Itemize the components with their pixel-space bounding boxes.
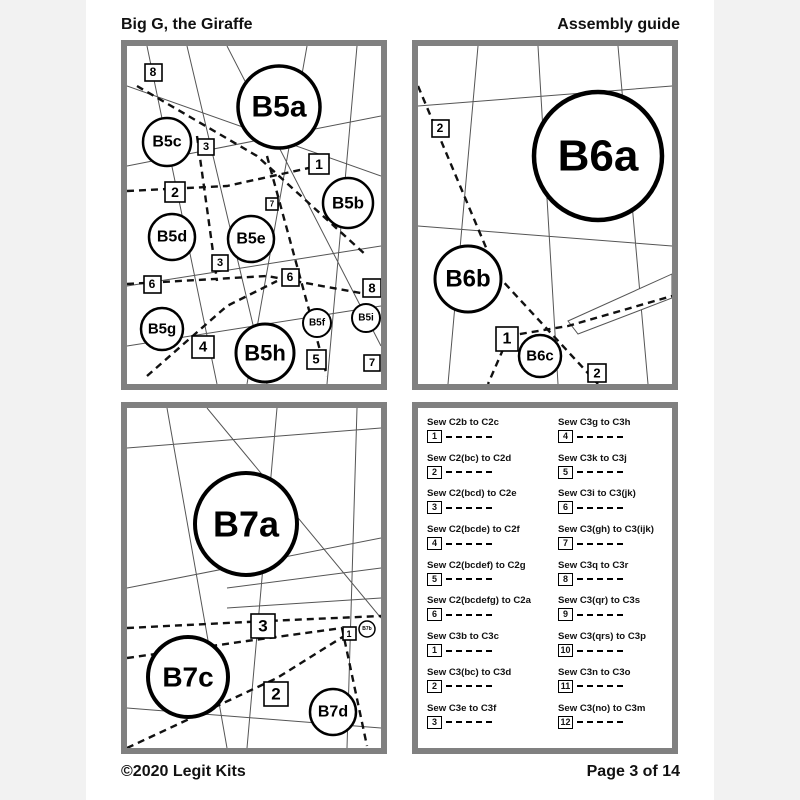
step-title: Sew C3(no) to C3m [558,702,646,714]
step-number-box: 9 [558,608,573,621]
dashed-seam-line [446,436,492,438]
dashed-seam-line [446,578,492,580]
b5-step-5 [307,350,326,369]
b5-step-3b [212,255,228,271]
piece-b5h [236,324,294,382]
piece-b5b [323,178,373,228]
piece-b5g [141,308,183,350]
step-number-box: 6 [427,608,442,621]
b7-step-3 [251,614,275,638]
svg-text:3: 3 [216,257,224,269]
piece-b5d [149,214,195,260]
instruction-step [558,630,683,666]
instruction-step [427,487,552,523]
dashed-seam-line [577,471,623,473]
svg-text:1: 1 [502,330,512,348]
instruction-step [427,452,552,488]
svg-text:2: 2 [593,365,601,381]
step-number-box: 3 [427,716,442,729]
dashed-seam-line [446,471,492,473]
b5-step-8a [145,64,162,81]
svg-text:B6a: B6a [557,131,639,181]
b5-step-8b [363,279,381,297]
instruction-step [558,702,683,738]
step-number-box: 3 [427,501,442,514]
step-title: Sew C3g to C3h [558,417,631,428]
step-title: Sew C3k to C3j [558,452,627,464]
page-subtitle: Assembly guide [557,16,680,33]
instructions-left-column [427,416,552,737]
panel-b5 [121,40,387,390]
piece-b7d [310,689,356,735]
piece-b6a [534,92,662,220]
dashed-seam-line [577,721,623,723]
svg-text:B5f: B5f [308,317,326,329]
svg-text:6: 6 [286,270,294,284]
step-number-box: 4 [558,430,573,443]
panel-b6 [412,40,678,390]
footer-copyright: ©2020 Legit Kits [121,763,246,780]
step-number-box: 7 [558,537,573,550]
svg-text:B5d: B5d [156,228,188,246]
svg-text:B7a: B7a [212,503,280,545]
b5-step-4 [192,336,214,358]
svg-text:B7d: B7d [317,703,349,721]
instruction-step [558,666,683,702]
instruction-step [558,416,683,452]
b7-step-2 [264,682,288,706]
dashed-seam-line [577,543,623,545]
svg-text:B5e: B5e [236,230,266,248]
b5-step-3a [198,139,214,155]
piece-b6b [435,246,501,312]
step-number-box: 4 [427,537,442,550]
instruction-step [558,487,683,523]
step-number-box: 1 [427,430,442,443]
piece-b7b [359,621,375,637]
svg-text:1: 1 [315,156,323,172]
panel-b7 [121,402,387,754]
b5-step-1 [309,154,329,174]
b5-step-7a [266,198,278,210]
svg-text:4: 4 [198,338,208,356]
piece-b5e [228,216,274,262]
step-title: Sew C3b to C3c [427,631,499,643]
instruction-step [558,523,683,559]
step-title: Sew C2(bcde) to C2f [427,524,520,536]
step-number-box: 8 [558,573,573,586]
dashed-seam-line [577,614,623,616]
b6-step-2a [432,120,449,137]
svg-text:6: 6 [148,277,156,291]
svg-text:2: 2 [436,121,444,135]
piece-b7a [195,473,297,575]
step-title: Sew C3(qr) to C3s [558,595,641,607]
step-title: Sew C3e to C3f [427,702,497,714]
dashed-seam-line [446,543,492,545]
instruction-step [427,559,552,595]
dashed-seam-line [577,507,623,509]
svg-text:3: 3 [202,141,210,153]
dashed-seam-line [577,578,623,580]
instruction-step [427,630,552,666]
instruction-step [427,702,552,738]
svg-text:8: 8 [368,280,376,296]
step-title: Sew C3q to C3r [558,559,629,571]
step-title: Sew C2(bc) to C2d [427,452,512,464]
step-number-box: 6 [558,501,573,514]
step-number-box: 2 [427,680,442,693]
instruction-step [558,452,683,488]
dashed-seam-line [446,685,492,687]
svg-text:2: 2 [271,684,281,704]
piece-b5i [352,304,380,332]
svg-text:B5h: B5h [244,340,286,366]
instruction-step [427,523,552,559]
step-title: Sew C3n to C3o [558,666,631,678]
step-number-box: 10 [558,644,573,657]
step-number-box: 1 [427,644,442,657]
dashed-seam-line [577,436,623,438]
b5-step-2 [165,182,185,202]
dashed-seam-line [577,650,623,652]
dashed-seam-line [446,721,492,723]
b6-step-2b [588,364,606,382]
step-number-box: 12 [558,716,573,729]
svg-text:3: 3 [258,616,268,636]
step-number-box: 11 [558,680,573,693]
instruction-step [427,666,552,702]
svg-text:B5a: B5a [251,90,307,124]
instruction-step [427,594,552,630]
piece-b5a [238,66,320,148]
svg-text:5: 5 [312,351,320,367]
assembly-instructions-panel [412,402,678,754]
step-title: Sew C3i to C3(jk) [558,488,636,500]
dashed-seam-line [446,650,492,652]
dashed-seam-line [446,614,492,616]
instruction-step [558,559,683,595]
b5-step-6b [282,269,299,286]
svg-text:B5g: B5g [147,320,177,338]
svg-text:7: 7 [368,357,376,369]
step-title: Sew C2(bcdefg) to C2a [427,595,531,607]
step-title: Sew C2(bcdef) to C2g [427,559,526,571]
instruction-step [558,594,683,630]
b5-step-7b [364,355,380,371]
svg-text:B5i: B5i [358,312,374,324]
svg-text:2: 2 [171,184,179,200]
piece-b7c [148,637,228,717]
step-number-box: 5 [427,573,442,586]
svg-text:7: 7 [269,199,275,209]
svg-text:B5c: B5c [152,133,182,151]
step-title: Sew C3(gh) to C3(ijk) [558,524,654,536]
page-title: Big G, the Giraffe [121,16,253,33]
b7-step-1 [343,627,356,640]
b6-step-1 [496,327,518,351]
step-title: Sew C2(bcd) to C2e [427,488,517,500]
step-number-box: 5 [558,466,573,479]
step-number-box: 2 [427,466,442,479]
svg-text:B5b: B5b [331,193,365,213]
piece-b5c [143,118,191,166]
piece-b5f [303,309,331,337]
step-title: Sew C2b to C2c [427,417,499,428]
svg-text:1: 1 [346,629,352,639]
instruction-step [427,416,552,452]
svg-text:B7c: B7c [162,661,214,693]
step-title: Sew C3(qrs) to C3p [558,631,646,643]
footer-page-number: Page 3 of 14 [586,763,680,780]
piece-b6c [519,335,561,377]
svg-text:B6b: B6b [445,265,491,293]
b6-background-pattern [418,46,672,384]
instructions-right-column [558,416,683,737]
b5-step-6a [144,276,161,293]
svg-text:B7b: B7b [362,626,372,632]
dashed-seam-line [577,685,623,687]
svg-text:B6c: B6c [526,347,554,365]
svg-text:8: 8 [149,65,157,79]
step-title: Sew C3(bc) to C3d [427,666,512,678]
dashed-seam-line [446,507,492,509]
